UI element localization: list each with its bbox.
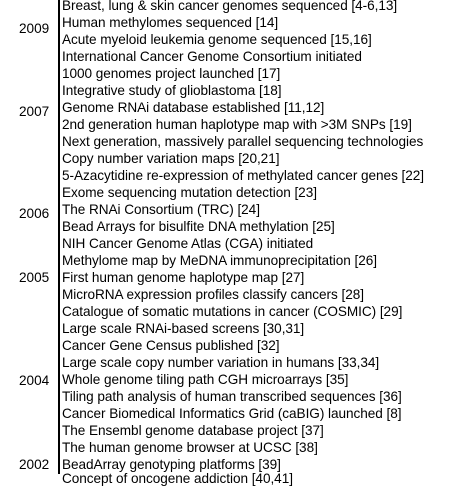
event-row	[62, 218, 335, 235]
event-text: Bead Arrays for bisulfite DNA methylation	[62, 219, 309, 234]
event-row: Exome sequencing mutation detection [23]	[62, 185, 317, 200]
event-row: 1000 genomes project launched [17]	[62, 66, 281, 81]
event-row: The RNAi Consortium (TRC) [24]	[62, 202, 260, 217]
event-row: Integrative study of glioblastoma [18]	[62, 83, 282, 98]
event-row: Large scale RNAi-based screens [30,31]	[62, 321, 305, 336]
event-row: Breast, lung & skin cancer genomes sequenced [4-6,13]	[62, 0, 398, 13]
event-row: Cancer Biomedical Informatics Grid (caBIG) launched [8]	[62, 406, 402, 421]
event-row: Whole genome tiling path CGH microarrays [35]	[62, 372, 349, 387]
event-row: Methylome map by MeDNA immunoprecipitation [26]	[62, 253, 377, 268]
event-row: Cancer Gene Census published [32]	[62, 338, 280, 353]
event-ref: [25]	[312, 219, 335, 234]
year-label-2002: 2002	[19, 457, 50, 472]
event-row: BeadArray genotyping platforms [39]	[62, 457, 281, 472]
event-row: 2nd generation human haplotype map with >3M SNPs [19]	[62, 117, 412, 132]
year-label-2007: 2007	[19, 104, 50, 119]
event-row: MicroRNA expression profiles classify cancers [28]	[62, 287, 364, 302]
year-label-2005: 2005	[19, 270, 50, 285]
year-label-2009: 2009	[19, 21, 50, 36]
event-row: Human methylomes sequenced [14]	[62, 15, 279, 30]
event-row: Large scale copy number variation in humans [33,34]	[62, 355, 380, 370]
event-row: NIH Cancer Genome Atlas (CGA) initiated	[62, 236, 314, 251]
event-row: The Ensembl genome database project [37]	[62, 423, 324, 438]
year-label-2004: 2004	[19, 373, 50, 388]
year-label-2006: 2006	[19, 206, 50, 221]
event-row: Concept of oncogene addiction [40,41]	[62, 471, 293, 486]
event-row: The human genome browser at UCSC [38]	[62, 440, 318, 455]
event-row: Genome RNAi database established [11,12]	[62, 100, 325, 115]
event-row: Tiling path analysis of human transcribed sequences [36]	[62, 389, 402, 404]
event-row: International Cancer Genome Consortium initiated	[62, 49, 362, 64]
event-row: Copy number variation maps [20,21]	[62, 151, 280, 166]
event-row: Next generation, massively parallel sequencing technologies	[62, 134, 424, 149]
event-row: Acute myeloid leukemia genome sequenced [15,16]	[62, 32, 372, 47]
event-row: Catalogue of somatic mutations in cancer (COSMIC) [29]	[62, 304, 403, 319]
event-row: First human genome haplotype map [27]	[62, 270, 305, 285]
event-row: 5-Azacytidine re-expression of methylated cancer genes [22]	[62, 168, 425, 183]
timeline-axis	[58, 0, 60, 474]
